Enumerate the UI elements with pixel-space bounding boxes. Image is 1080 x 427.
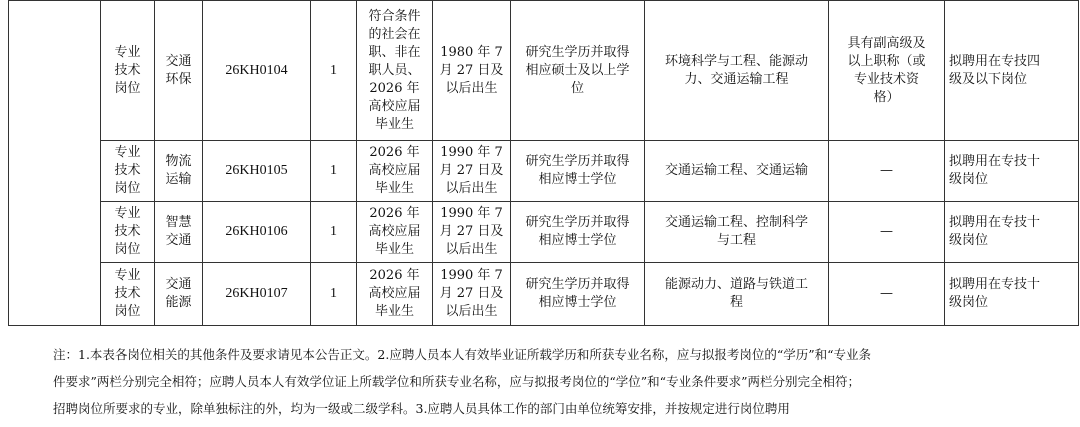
cell-age: 1980 年 7 月 27 日及 以后出生 — [433, 1, 511, 141]
cell-field: 智慧 交通 — [155, 202, 203, 263]
cell-major: 环境科学与工程、能源动 力、交通运输工程 — [645, 1, 829, 141]
cell-count: 1 — [311, 141, 357, 202]
cell-category: 专业 技术 岗位 — [101, 1, 155, 141]
cell-age: 1990 年 7 月 27 日及 以后出生 — [433, 141, 511, 202]
cell-position-code: 26KH0106 — [203, 202, 311, 263]
cell-other-requirements: — — [829, 263, 945, 326]
cell-degree: 研究生学历并取得 相应博士学位 — [511, 202, 645, 263]
footnote-line-3: 招聘岗位所要求的专业，除单独标注的外，均为一级或二级学科。3.应聘人员具体工作的部门由单位统筹安排，并按规定进行岗位聘用 — [53, 401, 790, 416]
cell-position-code: 26KH0105 — [203, 141, 311, 202]
table-row — [9, 263, 1079, 326]
cell-target: 2026 年 高校应届 毕业生 — [357, 202, 433, 263]
cell-field: 交通 环保 — [155, 1, 203, 141]
table-row — [9, 202, 1079, 263]
table-row — [9, 1, 1079, 141]
cell-category: 专业 技术 岗位 — [101, 141, 155, 202]
cell-count: 1 — [311, 1, 357, 141]
cell-remark: 拟聘用在专技四 级及以下岗位 — [945, 1, 1079, 141]
cell-major: 交通运输工程、控制科学 与工程 — [645, 202, 829, 263]
cell-age: 1990 年 7 月 27 日及 以后出生 — [433, 202, 511, 263]
cell-target: 2026 年 高校应届 毕业生 — [357, 263, 433, 326]
cell-category: 专业 技术 岗位 — [101, 202, 155, 263]
cell-major: 交通运输工程、交通运输 — [645, 141, 829, 202]
cell-degree: 研究生学历并取得 相应博士学位 — [511, 263, 645, 326]
footnote-line-2: 件要求”两栏分别完全相符；应聘人员本人有效学位证上所载学位和所获专业名称，应与拟报考岗位的“学位”和“专业条件要求”两栏分别完全相符； — [53, 374, 860, 389]
cell-other-requirements: 具有副高级及 以上职称（或 专业技术资 格） — [829, 1, 945, 141]
cell-position-code: 26KH0107 — [203, 263, 311, 326]
cell-degree: 研究生学历并取得 相应博士学位 — [511, 141, 645, 202]
cell-field: 物流 运输 — [155, 141, 203, 202]
cell-major: 能源动力、道路与铁道工 程 — [645, 263, 829, 326]
cell-category: 专业 技术 岗位 — [101, 263, 155, 326]
cell-count: 1 — [311, 263, 357, 326]
cell-count: 1 — [311, 202, 357, 263]
cell-target: 2026 年 高校应届 毕业生 — [357, 141, 433, 202]
cell-blank — [9, 1, 101, 326]
footnote — [53, 341, 1063, 422]
positions-table — [8, 0, 1079, 326]
table-row — [9, 141, 1079, 202]
cell-target: 符合条件 的社会在 职、非在 职人员、 2026 年 高校应届 毕业生 — [357, 1, 433, 141]
cell-remark: 拟聘用在专技十 级岗位 — [945, 263, 1079, 326]
cell-age: 1990 年 7 月 27 日及 以后出生 — [433, 263, 511, 326]
footnote-line-1: 注：1.本表各岗位相关的其他条件及要求请见本公告正文。2.应聘人员本人有效毕业证所载学历和所获专业名称，应与拟报考岗位的“学历”和“专业条 — [53, 347, 872, 362]
cell-field: 交通 能源 — [155, 263, 203, 326]
cell-remark: 拟聘用在专技十 级岗位 — [945, 141, 1079, 202]
cell-remark: 拟聘用在专技十 级岗位 — [945, 202, 1079, 263]
cell-other-requirements: — — [829, 202, 945, 263]
cell-other-requirements: — — [829, 141, 945, 202]
cell-degree: 研究生学历并取得 相应硕士及以上学 位 — [511, 1, 645, 141]
cell-position-code: 26KH0104 — [203, 1, 311, 141]
